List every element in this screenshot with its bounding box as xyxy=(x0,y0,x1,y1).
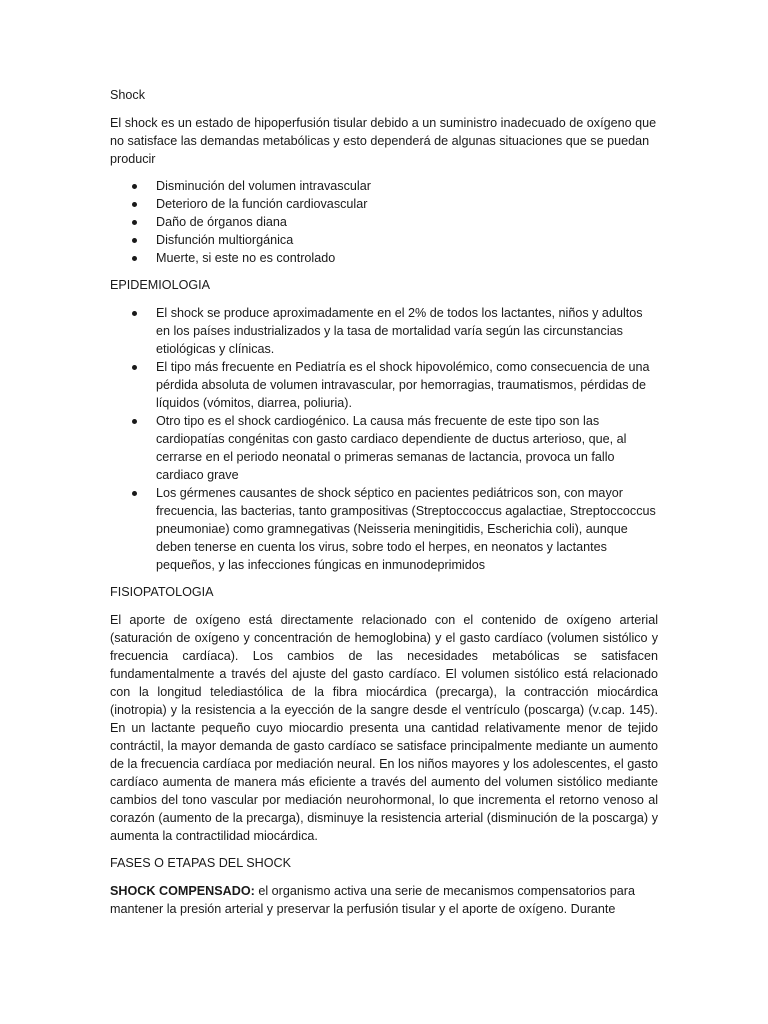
document-title: Shock xyxy=(110,88,146,102)
list-item xyxy=(110,412,658,484)
list-item xyxy=(110,177,658,195)
bullet-icon xyxy=(132,365,137,370)
section-heading-fases: FASES O ETAPAS DEL SHOCK xyxy=(110,856,292,870)
list-item-text: Los gérmenes causantes de shock séptico en pacientes pediátricos son, con mayor frecuencia, las bacterias, tanto grampositivas (Streptoccoccus agalactiae, Streptoccoccus pneumoniae) como gramnegativas (Neisseria meningitidis, Escherichia coli), aunque deben tenerse en cuenta los virus, sobre todo el herpes, en neonatos y lactantes pequeños, y las infecciones fúngicas en inmunodeprimidos xyxy=(156,486,656,572)
list-item-text: Disfunción multiorgánica xyxy=(156,233,294,247)
list-item-text: El shock se produce aproximadamente en el 2% de todos los lactantes, niños y adultos en los países industrializados y la tasa de mortalidad varía según las circunstancias etiológicas y clínicas. xyxy=(156,306,643,356)
section-heading-fisiopatologia: FISIOPATOLOGIA xyxy=(110,585,214,599)
list-item xyxy=(110,231,658,249)
shock-compensado-label: SHOCK COMPENSADO: xyxy=(110,884,255,898)
bullet-icon xyxy=(132,184,137,189)
list-item-text: Muerte, si este no es controlado xyxy=(156,251,336,265)
bullet-icon xyxy=(132,202,137,207)
bullet-icon xyxy=(132,311,137,316)
bullet-icon xyxy=(132,491,137,496)
bullet-icon xyxy=(132,256,137,261)
intro-paragraph: El shock es un estado de hipoperfusión tisular debido a un suministro inadecuado de oxígeno que no satisface las demandas metabólicas y esto dependerá de algunas situaciones que se puedan producir xyxy=(110,116,657,166)
list-item xyxy=(110,249,658,267)
fisiopatologia-paragraph: El aporte de oxígeno está directamente relacionado con el contenido de oxígeno arterial (saturación de oxígeno y concentración de hemoglobina) y el gasto cardíaco (volumen sistólico y frecuencia cardíaca). Los cambios de las necesidades metabólicas se satisfacen fundamentalmente a través del ajuste del gasto cardíaco. El volumen sistólico está relacionado con la longitud telediastólica de la fibra miocárdica (precarga), la contracción miocárdica (inotropia) y la resistencia a la eyección de la sangre desde el ventrículo (poscarga) (v.cap. 145). En un lactante pequeño cuyo miocardio presenta una cantidad relativamente menor de tejido contráctil, la mayor demanda de gasto cardíaco se satisface principalmente mediante un aumento de la frecuencia cardíaca por mediación neural. En los niños mayores y los adolescentes, el gasto cardíaco aumenta de manera más eficiente a través del aumento del volumen sistólico mediante cambios del tono vascular por mediación neurohormonal, lo que incrementa el retorno venoso al corazón (aumento de la precarga), disminuye la resistencia arterial (disminución de la poscarga) y aumenta la contractilidad miocárdica. xyxy=(110,613,658,843)
list-item-text: Otro tipo es el shock cardiogénico. La causa más frecuente de este tipo son las cardiopatías congénitas con gasto cardiaco dependiente de ductus arterioso, que, al cerrarse en el periodo neonatal o primeras semanas de lactancia, provoca un fallo cardiaco grave xyxy=(156,414,627,482)
intro-bullet-list xyxy=(110,177,658,267)
list-item xyxy=(110,213,658,231)
shock-compensado-paragraph xyxy=(110,882,658,918)
list-item-text: El tipo más frecuente en Pediatría es el shock hipovolémico, como consecuencia de una pérdida absoluta de volumen intravascular, por hemorragias, traumatismos, pérdidas de líquidos (vómitos, diarrea, poliuria). xyxy=(156,360,650,410)
list-item-text: Daño de órganos diana xyxy=(156,215,287,229)
list-item xyxy=(110,195,658,213)
shock-compensado-text: el organismo activa una serie de mecanismos compensatorios para mantener la presión arterial y preservar la perfusión tisular y el aporte de oxígeno. Durante xyxy=(110,884,635,916)
epidemiologia-bullet-list xyxy=(110,304,658,574)
list-item xyxy=(110,358,658,412)
list-item-text: Deterioro de la función cardiovascular xyxy=(156,197,368,211)
list-item xyxy=(110,484,658,574)
section-heading-epidemiologia: EPIDEMIOLOGIA xyxy=(110,278,211,292)
bullet-icon xyxy=(132,238,137,243)
list-item xyxy=(110,304,658,358)
list-item-text: Disminución del volumen intravascular xyxy=(156,179,371,193)
bullet-icon xyxy=(132,220,137,225)
bullet-icon xyxy=(132,419,137,424)
